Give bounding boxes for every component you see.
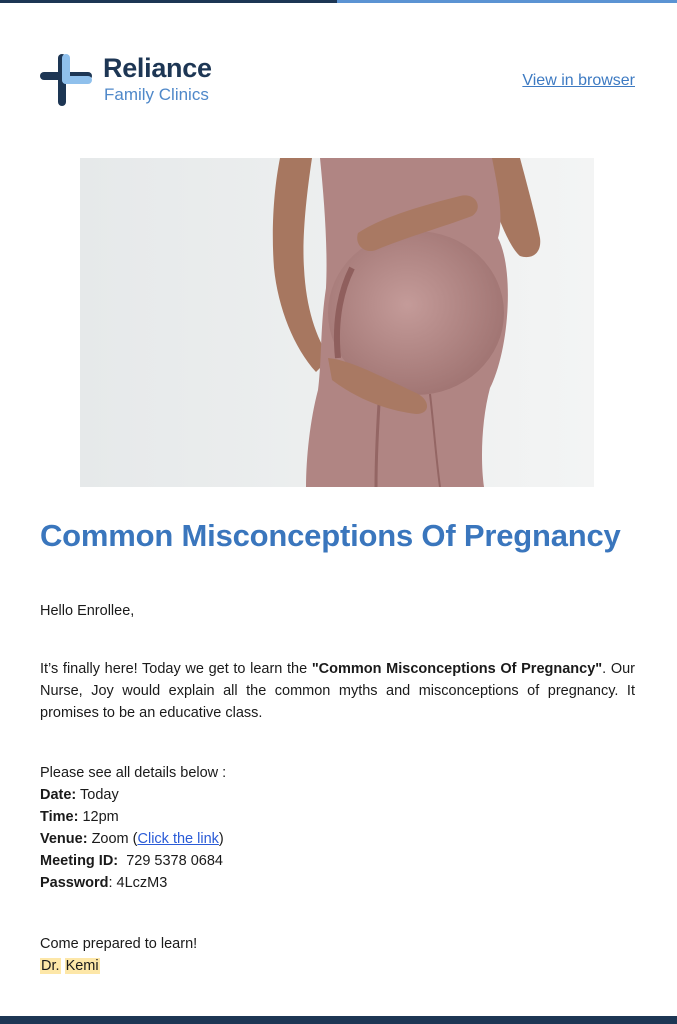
intro-text-after: . Our Nurse, Joy would explain all the common myths and misconceptions of pregnancy. It promises to be an educative class.: [40, 661, 636, 721]
meeting-id-label: Meeting ID:: [40, 853, 119, 869]
intro-paragraph: [40, 658, 635, 724]
event-details: [40, 762, 635, 894]
top-accent-bar-dark: [0, 0, 337, 3]
details-lead: Please see all details below :: [40, 765, 227, 781]
signature: [40, 955, 635, 977]
date-label: Date:: [40, 787, 77, 803]
pregnant-woman-photo: [80, 158, 594, 487]
email-headline: Common Misconceptions Of Pregnancy: [40, 518, 621, 553]
detail-password: [40, 872, 635, 894]
detail-date: [40, 784, 635, 806]
closing-block: [40, 933, 635, 977]
top-accent-bar: [0, 0, 677, 3]
date-value: Today: [76, 787, 119, 803]
venue-close: ): [218, 831, 224, 847]
closing-line: Come prepared to learn!: [40, 936, 198, 952]
zoom-link[interactable]: Click the link: [137, 831, 219, 847]
bottom-accent-bar: [0, 1016, 677, 1024]
time-value: 12pm: [78, 809, 119, 825]
detail-venue: [40, 828, 635, 850]
intro-emphasis: "Common Misconceptions Of Pregnancy": [311, 661, 603, 677]
password-label: Password: [40, 875, 109, 891]
venue-value: Zoom (: [87, 831, 138, 847]
hero-image: [80, 158, 594, 487]
venue-label: Venue:: [40, 831, 88, 847]
view-in-browser-link[interactable]: View in browser: [522, 72, 635, 89]
top-accent-bar-light: [337, 0, 677, 3]
brand-name: Reliance: [103, 53, 212, 83]
time-label: Time:: [40, 809, 79, 825]
greeting-text: Hello Enrollee,: [40, 603, 135, 619]
detail-meeting-id: [40, 850, 635, 872]
signature-name: Kemi: [65, 958, 99, 974]
medical-cross-icon: [40, 54, 92, 106]
intro-text-before: It’s finally here! Today we get to learn the: [40, 661, 312, 677]
brand-subtitle: Family Clinics: [104, 85, 209, 104]
brand-logo[interactable]: [40, 54, 240, 106]
password-value: : 4LczM3: [108, 875, 168, 891]
detail-time: [40, 806, 635, 828]
signature-title: Dr.: [41, 958, 60, 974]
meeting-id-value: 729 5378 0684: [118, 853, 223, 869]
